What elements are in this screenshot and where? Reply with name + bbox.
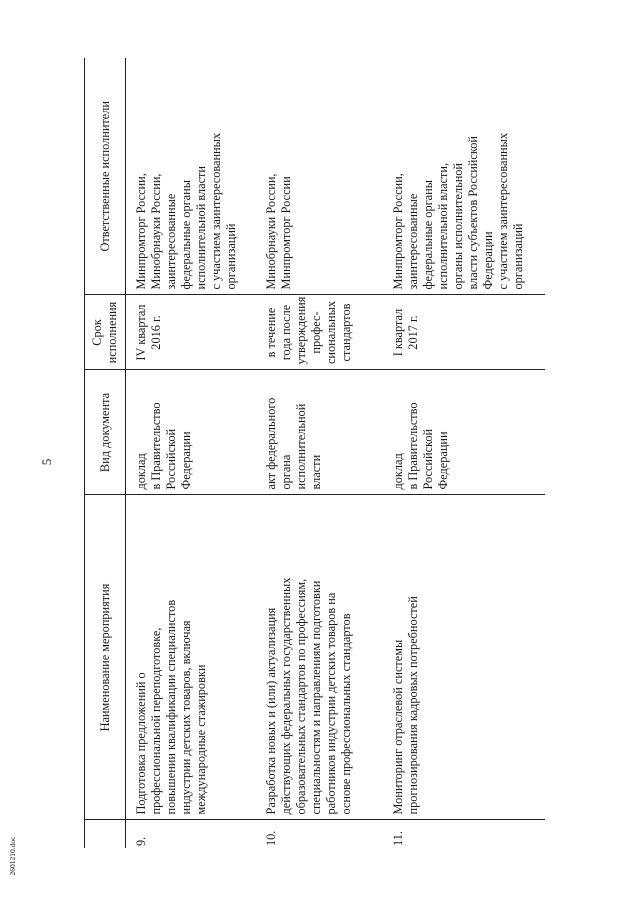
row-deadline: I квартал 2017 г. — [383, 295, 545, 370]
row-responsible: Минпромторг России, заинтересованные федеральные органы исполнительной власти, органы исполнительной власти субъектов Российской Федерации с участием заинтересованных организаций — [383, 58, 545, 295]
action-plan-table — [84, 58, 545, 848]
table-row — [383, 58, 545, 848]
row-doc-type: акт федерального органа исполнительной власти — [256, 370, 383, 495]
row-responsible: Минпромторг России, Минобрнауки России, заинтересованные федеральные органы исполнительной власти с участием заинтересованных организаций — [126, 58, 257, 295]
header-deadline: Срок исполнения — [85, 295, 126, 370]
row-number: 11. — [391, 831, 405, 846]
row-action-name: Мониторинг отраслевой системы прогнозирования кадровых потребностей — [383, 495, 545, 820]
header-responsible: Ответственные исполнители — [85, 58, 126, 295]
table-row — [126, 58, 257, 848]
action-plan-table-container — [84, 58, 574, 848]
table-header-row — [85, 58, 126, 848]
row-responsible: Минобрнауки России, Минпромторг России — [256, 58, 383, 295]
footer-filename: 2601210.doc — [8, 836, 17, 876]
row-action-name: Подготовка предложений о профессиональной переподготовке, повышении квалификации специалистов индустрии детских товаров, включая международные стажировки — [126, 495, 257, 820]
page-number: 5 — [39, 458, 54, 466]
header-name: Наименование мероприятия — [85, 495, 126, 820]
row-doc-type: доклад в Правительство Российской Федерации — [126, 370, 257, 495]
row-action-name: Разработка новых и (или) актуализация действующих федеральных государственных образовательных стандартов по профессиям, специальностям и направлениям подготовки работников индустрии детских товаров на основе профессиональных стандартов — [256, 495, 383, 820]
table-row — [256, 58, 383, 848]
row-deadline: IV квартал 2016 г. — [126, 295, 257, 370]
row-deadline: в течение года после утверждения профес- сиональных стандартов — [256, 295, 383, 370]
header-num — [85, 820, 126, 848]
header-doc-type: Вид документа — [85, 370, 126, 495]
row-number: 9. — [134, 836, 148, 846]
row-doc-type: доклад в Правительство Российской Федерации — [383, 370, 545, 495]
row-number: 10. — [264, 830, 278, 846]
